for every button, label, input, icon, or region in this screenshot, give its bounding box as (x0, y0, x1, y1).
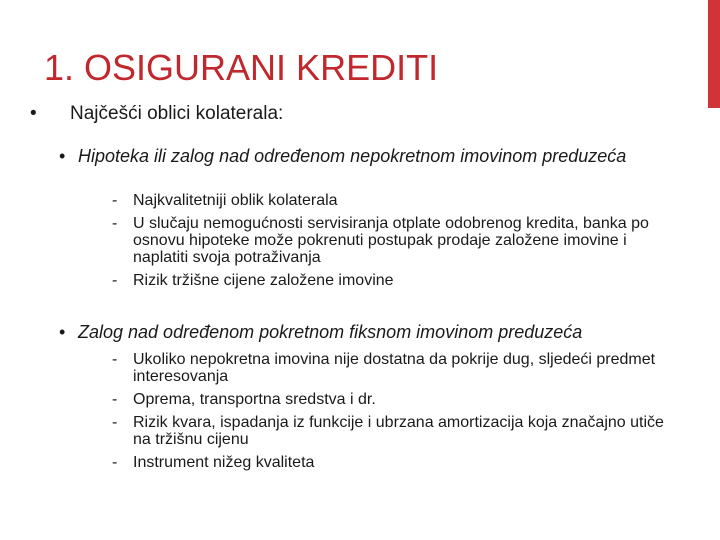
dash-icon: - (112, 454, 118, 471)
dash-icon: - (112, 272, 118, 289)
list-item-text: Oprema, transportna sredstva i dr. (133, 391, 376, 408)
dash-icon: - (112, 391, 118, 408)
list-item (112, 351, 672, 385)
list-item-text: Najkvalitetniji oblik kolaterala (133, 192, 338, 209)
list-item (112, 391, 672, 408)
dash-icon: - (112, 414, 118, 431)
slide-title: 1. OSIGURANI KREDITI (44, 47, 439, 88)
group-heading-hipoteka (59, 146, 699, 166)
list-item (112, 272, 672, 289)
list-item-text: Rizik kvara, ispadanja iz funkcije i ubrzana amortizacija koja značajno utiče na tržišnu cijenu (133, 414, 664, 448)
accent-bar (708, 0, 720, 108)
bullet-icon: • (30, 103, 37, 124)
dash-icon: - (112, 215, 118, 232)
list-item (112, 414, 672, 448)
dash-icon: - (112, 192, 118, 209)
level1-text: Najčešći oblici kolaterala: (70, 103, 284, 124)
list-item (112, 215, 672, 266)
list-item-text: U slučaju nemogućnosti servisiranja otplate odobrenog kredita, banka po osnovu hipoteke može pokrenuti postupak prodaje založene imovine i naplatiti svoja potraživanja (133, 215, 649, 266)
list-item (112, 454, 672, 471)
group-items-zalog (112, 351, 672, 477)
list-item-text: Rizik tržišne cijene založene imovine (133, 272, 394, 289)
group-heading-text: Hipoteka ili zalog nad određenom nepokretnom imovinom preduzeća (78, 146, 627, 166)
bullet-icon: • (59, 146, 66, 166)
dash-icon: - (112, 351, 118, 368)
bullet-icon: • (59, 322, 66, 342)
group-heading-zalog (59, 322, 699, 342)
list-item (112, 192, 672, 209)
list-item-text: Ukoliko nepokretna imovina nije dostatna da pokrije dug, sljedeći predmet interesovanja (133, 351, 656, 385)
group-heading-text: Zalog nad određenom pokretnom fiksnom imovinom preduzeća (78, 322, 583, 342)
group-items-hipoteka (112, 192, 672, 295)
list-item-text: Instrument nižeg kvaliteta (133, 454, 315, 471)
